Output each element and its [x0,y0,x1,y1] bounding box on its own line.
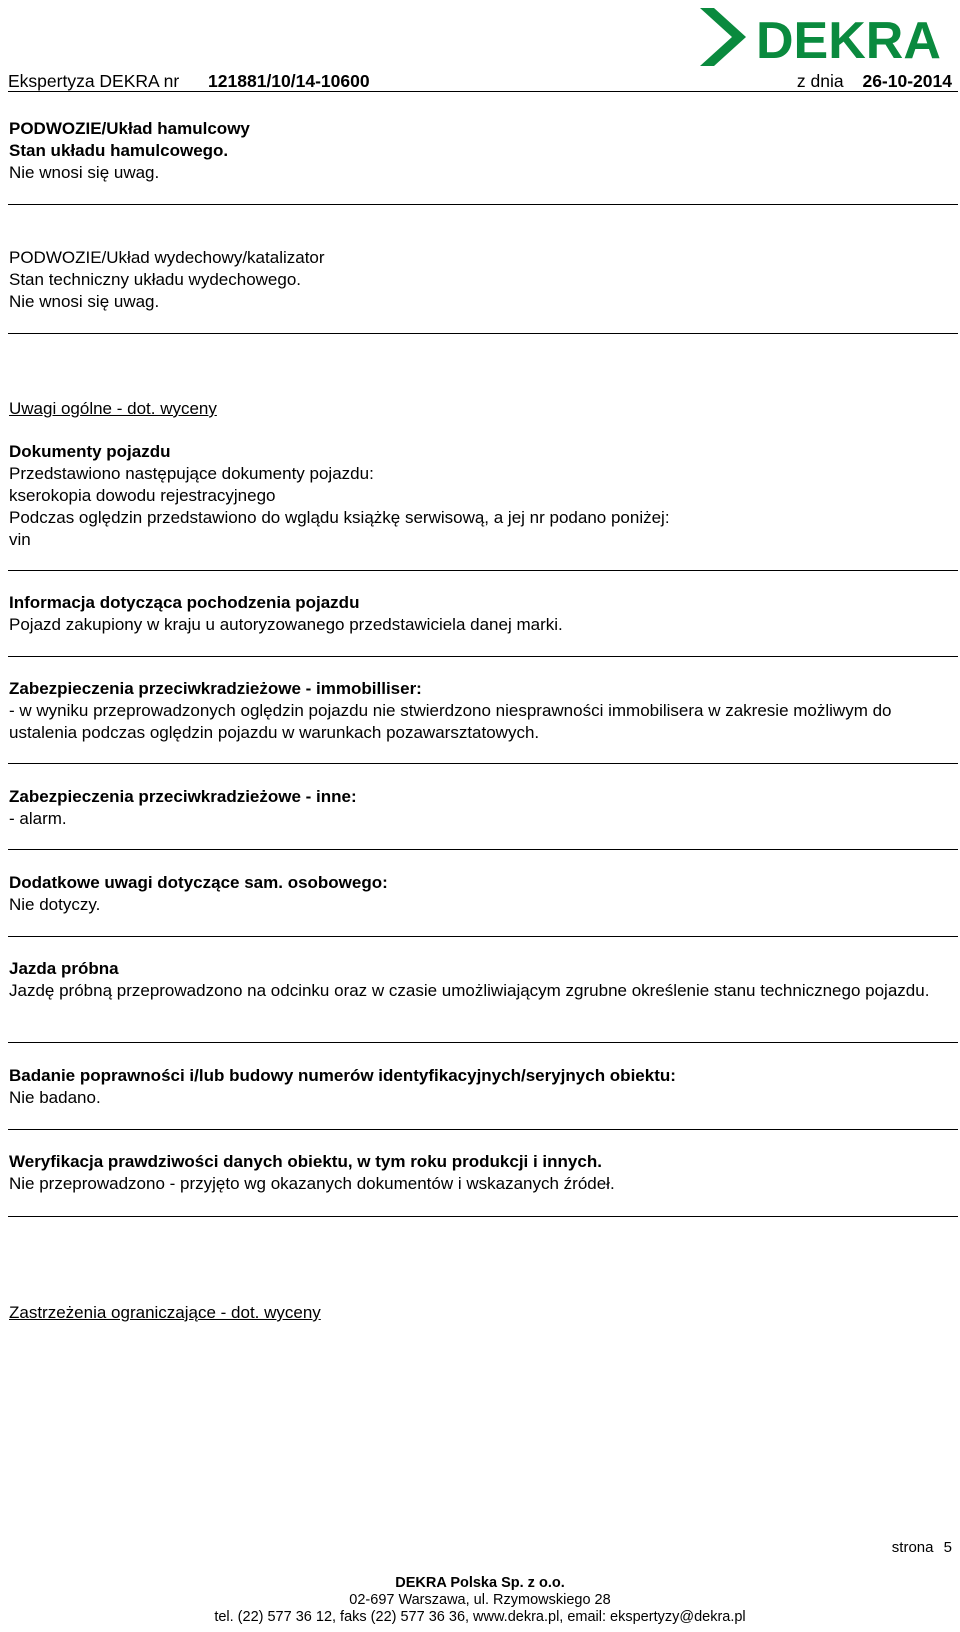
section-line: Nie wnosi się uwag. [9,292,160,311]
section-title: Zabezpieczenia przeciwkradzieżowe - immobilliser: [9,679,422,698]
section-line: - alarm. [9,809,67,828]
heading-text: Zastrzeżenia ograniczające - dot. wyceny [9,1303,321,1322]
general-remarks-heading [9,398,952,420]
section-title: Zabezpieczenia przeciwkradzieżowe - inne: [9,787,357,806]
section-line: Nie badano. [9,1088,101,1107]
section-line: Stan układu hamulcowego. [9,141,229,160]
dekra-logo [698,6,956,78]
footer [0,1575,960,1626]
logo-text: DEKRA [756,12,941,70]
section-line: kserokopia dowodu rejestracyjnego [9,486,276,505]
header-divider [8,91,958,92]
section-title: Badanie poprawności i/lub budowy numerów identyfikacyjnych/seryjnych obiektu: [9,1066,676,1085]
section-divider [8,1042,958,1043]
section-line: Stan techniczny układu wydechowego. [9,270,302,289]
section-title: Dokumenty pojazdu [9,442,171,461]
section-title: PODWOZIE/Układ hamulcowy [9,119,250,138]
section-line: Nie wnosi się uwag. [9,163,160,182]
footer-company: DEKRA Polska Sp. z o.o. [395,1575,565,1591]
section-title: Informacja dotycząca pochodzenia pojazdu [9,593,360,612]
section-line: Pojazd zakupiony w kraju u autoryzowanego przedstawiciela danej marki. [9,615,563,634]
page-label: strona [891,1539,934,1556]
section-line: Przedstawiono następujące dokumenty pojazdu: [9,464,374,483]
section-divider [8,1129,958,1130]
section-id-numbers [9,1065,952,1109]
footer-contact: tel. (22) 577 36 12, faks (22) 577 36 36, www.dekra.pl, email: ekspertyzy@dekra.pl [214,1609,746,1625]
page-number-value: 5 [943,1539,952,1556]
page-number [892,1539,952,1556]
section-vehicle-documents [9,441,952,551]
report-label: Ekspertyza DEKRA nr [8,71,180,91]
section-divider [8,333,958,334]
section-immobiliser [9,678,952,744]
section-line: - w wyniku przeprowadzonych oględzin pojazdu nie stwierdzono niesprawności immobilisera w zakresie możliwym do ustalenia podczas oględzin pojazdu w warunkach pozawarsztatowych. [9,701,892,742]
section-vehicle-origin [9,592,952,636]
section-additional-remarks [9,872,952,916]
section-line: Nie dotyczy. [9,895,101,914]
report-header [8,71,370,92]
section-line: Podczas oględzin przedstawiono do wglądu książkę serwisową, a jej nr podano poniżej: [9,508,670,527]
report-date-group [797,71,952,92]
section-title: Weryfikacja prawdziwości danych obiektu, w tym roku produkcji i innych. [9,1152,602,1171]
section-divider [8,570,958,571]
section-divider [8,1216,958,1217]
dekra-logo-mark [698,6,956,78]
report-date: 26-10-2014 [862,71,952,91]
section-title: Dodatkowe uwagi dotyczące sam. osobowego: [9,873,388,892]
section-divider [8,656,958,657]
report-number: 121881/10/14-10600 [208,71,370,91]
section-divider [8,763,958,764]
section-line: Nie przeprowadzono - przyjęto wg okazanych dokumentów i wskazanych źródeł. [9,1174,615,1193]
section-divider [8,936,958,937]
section-anti-theft-other [9,786,952,830]
section-divider [8,849,958,850]
section-title: Jazda próbna [9,959,119,978]
section-data-verification [9,1151,952,1195]
section-test-drive [9,958,952,1002]
section-exhaust [9,247,952,313]
section-line: Jazdę próbną przeprowadzono na odcinku oraz w czasie umożliwiającym zgrubne określenie stanu technicznego pojazdu. [9,981,930,1000]
section-divider [8,204,958,205]
footer-address: 02-697 Warszawa, ul. Rzymowskiego 28 [349,1592,611,1608]
section-title: PODWOZIE/Układ wydechowy/katalizator [9,248,325,267]
section-brakes [9,118,952,184]
heading-text: Uwagi ogólne - dot. wyceny [9,399,217,418]
restrictions-heading [9,1302,952,1324]
date-label: z dnia [796,71,844,91]
section-line: vin [9,530,31,549]
